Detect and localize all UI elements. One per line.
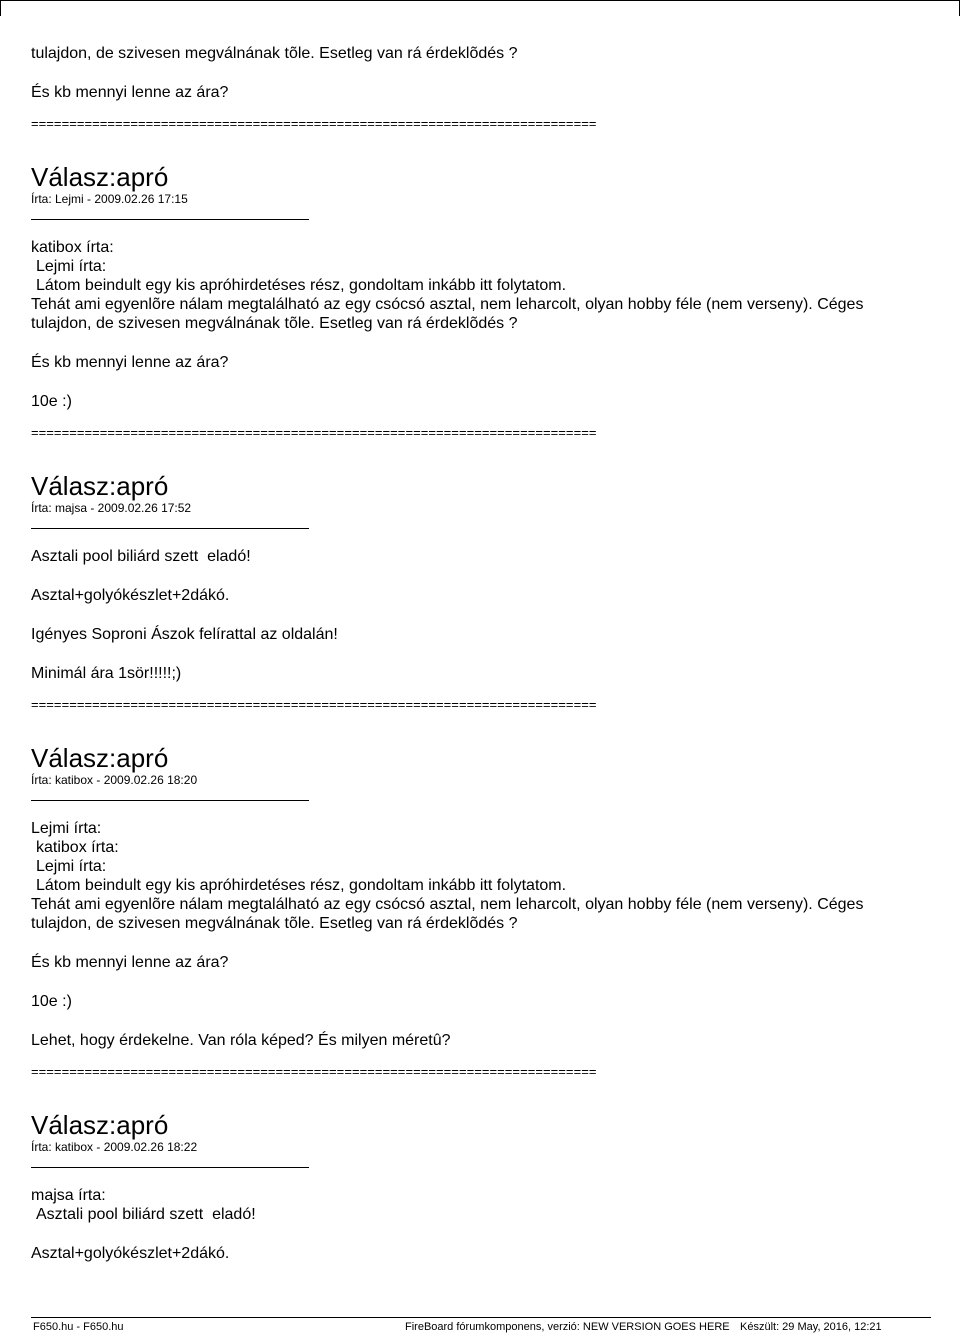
quote-author: katibox írta:	[31, 239, 114, 256]
quote-author: majsa írta:	[31, 1187, 106, 1204]
page-top-left-edge	[0, 0, 1, 16]
post-line: Asztal+golyókészlet+2dákó.	[31, 587, 230, 604]
post-line: Látom beindult egy kis apróhirdetéses rész, gondoltam inkább itt folytatom.	[36, 277, 567, 294]
post-meta: Írta: katibox - 2009.02.26 18:22	[31, 1140, 198, 1154]
post-line: Igényes Soproni Ászok felírattal az oldalán!	[31, 626, 338, 643]
post-line: tulajdon, de szivesen megválnának tõle. Esetleg van rá érdeklõdés ?	[31, 915, 518, 932]
page-top-rule	[0, 0, 960, 1]
post-title: Válasz:apró	[31, 1110, 169, 1140]
post	[31, 743, 931, 1080]
post-line: És kb mennyi lenne az ára?	[31, 954, 229, 971]
footer-timestamp: Készült: 29 May, 2016, 12:21	[740, 1321, 882, 1333]
footer-software: FireBoard fórumkomponens, verzió: NEW VERSION GOES HERE	[405, 1321, 730, 1333]
quote-author: Lejmi írta:	[36, 258, 107, 275]
post-line: Látom beindult egy kis apróhirdetéses rész, gondoltam inkább itt folytatom.	[36, 877, 567, 894]
post-line: 10e :)	[31, 993, 72, 1010]
post-line: Lehet, hogy érdekelne. Van róla képed? És milyen méretû?	[31, 1032, 451, 1049]
post-line: Tehát ami egyenlõre nálam megtalálható az egy csócsó asztal, nem leharcolt, olyan hobby féle (nem verseny). Céges	[31, 296, 864, 313]
post-title: Válasz:apró	[31, 162, 169, 192]
post-line: Tehát ami egyenlõre nálam megtalálható az egy csócsó asztal, nem leharcolt, olyan hobby féle (nem verseny). Céges	[31, 896, 864, 913]
footer-site: F650.hu - F650.hu	[33, 1321, 124, 1333]
separator: ==========================================================================	[31, 116, 597, 131]
post-divider	[31, 219, 309, 220]
post-line: Asztali pool biliárd szett eladó!	[31, 548, 251, 565]
separator: ==========================================================================	[31, 1064, 597, 1079]
post-divider	[31, 1167, 309, 1168]
quote-author: katibox írta:	[36, 839, 119, 856]
forum-thread	[31, 44, 931, 1263]
post-meta: Írta: Lejmi - 2009.02.26 17:15	[31, 192, 188, 206]
post-line: tulajdon, de szivesen megválnának tõle. Esetleg van rá érdeklõdés ?	[31, 315, 518, 332]
post-line: 10e :)	[31, 393, 72, 410]
post	[31, 162, 931, 441]
post-meta: Írta: katibox - 2009.02.26 18:20	[31, 773, 198, 787]
post-divider	[31, 528, 309, 529]
post	[31, 471, 931, 713]
post-meta: Írta: majsa - 2009.02.26 17:52	[31, 501, 192, 515]
separator: ==========================================================================	[31, 425, 597, 440]
post-title: Válasz:apró	[31, 743, 169, 773]
post-line: Asztali pool biliárd szett eladó!	[36, 1206, 256, 1223]
post-line: És kb mennyi lenne az ára?	[31, 354, 229, 371]
intro-line: És kb mennyi lenne az ára?	[31, 84, 229, 101]
intro-line: tulajdon, de szivesen megválnának tõle. Esetleg van rá érdeklõdés ?	[31, 45, 518, 62]
post	[31, 1110, 931, 1263]
quote-author: Lejmi írta:	[31, 820, 102, 837]
post-line: Asztal+golyókészlet+2dákó.	[31, 1245, 230, 1262]
post-divider	[31, 800, 309, 801]
page-footer	[31, 1317, 931, 1332]
quote-author: Lejmi írta:	[36, 858, 107, 875]
post-title: Válasz:apró	[31, 471, 169, 501]
post-line: Minimál ára 1sör!!!!!;)	[31, 665, 182, 682]
separator: ==========================================================================	[31, 697, 597, 712]
